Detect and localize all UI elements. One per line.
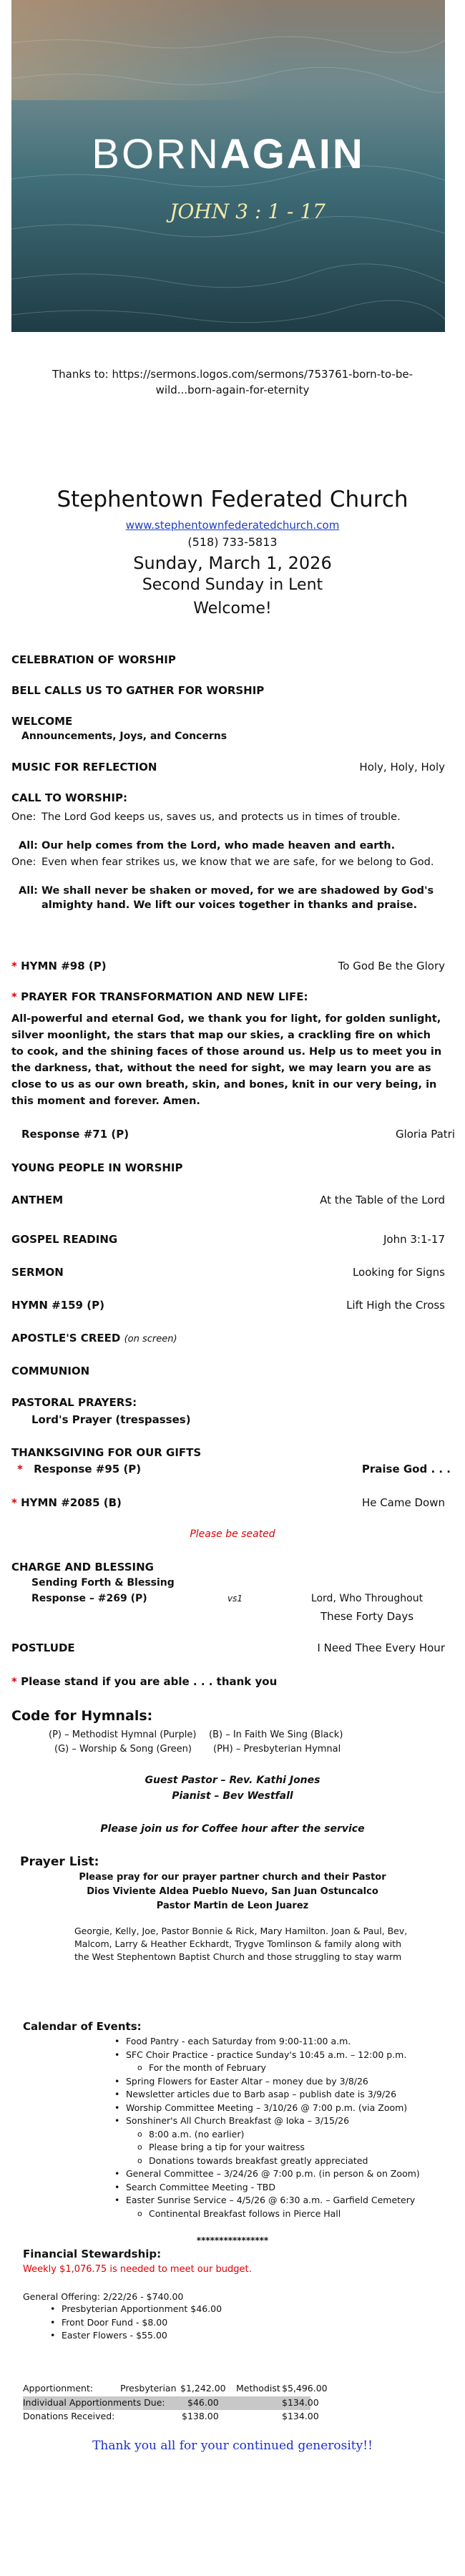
response-71: [11, 1127, 455, 1142]
response-269-title-1: Lord, Who Throughout: [310, 1593, 424, 1604]
thanksgiving-heading: THANKSGIVING FOR OUR GIFTS: [11, 1446, 202, 1459]
seated-note: Please be seated: [190, 1528, 275, 1540]
code-faith: (B) – In Faith We Sing (Black): [209, 1729, 343, 1740]
stand-note: [11, 1674, 445, 1689]
response-269: [11, 1591, 465, 1606]
image-credit: Thanks to: https://sermons.logos.com/sermons/753761-born-to-be-wild...born-again-for-eternity: [52, 368, 413, 396]
stand-asterisk: *: [11, 960, 17, 972]
verse-note: vs1: [227, 1594, 243, 1604]
apportionment-label: Apportionment:: [23, 2383, 94, 2394]
gospel-item: [11, 1232, 445, 1247]
hymn-2085: [11, 1496, 445, 1511]
church-website-link[interactable]: www.stephentownfederatedchurch.com: [125, 519, 340, 532]
call-line: [11, 884, 445, 912]
response-95: [11, 1462, 451, 1477]
postlude-label: POSTLUDE: [11, 1641, 75, 1654]
communion-item: COMMUNION: [11, 1365, 90, 1377]
stand-asterisk: *: [11, 990, 17, 1003]
call-speaker: One:: [11, 857, 36, 868]
offering-item: • Easter Flowers - $55.00: [62, 2329, 348, 2343]
young-people-heading: YOUNG PEOPLE IN WORSHIP: [11, 1161, 183, 1174]
stand-asterisk: *: [11, 1496, 17, 1509]
call-text: The Lord God keeps us, saves us, and protects us in times of trouble.: [41, 811, 401, 823]
church-phone: (518) 733-5813: [187, 535, 278, 549]
offering-item: • Front Door Fund - $8.00: [62, 2316, 348, 2330]
announcements-item: Announcements, Joys, and Concerns: [21, 731, 227, 742]
prayer-heading: [11, 990, 445, 1005]
call-line: [11, 839, 445, 853]
calendar-item: • General Committee – 3/24/26 @ 7:00 p.m. (in person & on Zoom): [126, 2167, 441, 2181]
code-presbyterian: (PH) – Presbyterian Hymnal: [213, 1744, 341, 1755]
call-speaker: All:: [19, 840, 38, 852]
response-95-label: Response #95 (P): [34, 1463, 142, 1475]
call-line: [11, 855, 445, 869]
calendar-item: o Continental Breakfast follows in Pierce Hall: [149, 2207, 441, 2221]
calendar-item: • Easter Sunrise Service – 4/5/26 @ 6:30 a.m. – Garfield Cemetery: [126, 2194, 441, 2207]
hymn-98-title: To God Be the Glory: [338, 960, 445, 972]
calendar-title: Calendar of Events:: [23, 2020, 142, 2033]
pastoral-heading: PASTORAL PRAYERS:: [11, 1396, 137, 1409]
finance-title: Financial Stewardship:: [23, 2248, 162, 2260]
hero-image: [11, 0, 445, 332]
celebration-heading: CELEBRATION OF WORSHIP: [11, 653, 176, 666]
presbyterian-total: $1,242.00: [180, 2383, 226, 2394]
individual-due-label: Individual Apportionments Due:: [23, 2397, 165, 2408]
prayer-text: All-powerful and eternal God, we thank you for light, for golden sunlight, silver moonlight, the stars that map our skies, a crackling fire on which to cook, and the shining faces of those around us. Help us to meet you in the darkness, that, without the need for sight, we may learn you are as close to us as our own breath, skin, and bones, knit in our very being, in this moment and forever. Amen.: [11, 1013, 442, 1107]
response-95-title: Praise God . . .: [361, 1463, 451, 1475]
sending-item: Sending Forth & Blessing: [31, 1577, 175, 1589]
anthem-label: ANTHEM: [11, 1194, 64, 1206]
music-item: [11, 760, 445, 775]
gospel-label: GOSPEL READING: [11, 1233, 118, 1246]
music-title: Holy, Holy, Holy: [359, 761, 445, 774]
call-line: [11, 810, 445, 824]
sermon-title: Looking for Signs: [352, 1266, 445, 1279]
donations-methodist: $134.00: [282, 2411, 319, 2421]
call-text: Our help comes from the Lord, who made heaven and earth.: [41, 840, 396, 852]
charge-heading: CHARGE AND BLESSING: [11, 1561, 154, 1574]
service-date: Sunday, March 1, 2026: [133, 553, 332, 573]
gospel-ref: John 3:1-17: [383, 1233, 445, 1246]
response-71-title: Gloria Patri: [395, 1128, 455, 1141]
hymn-2085-label: HYMN #2085 (B): [21, 1496, 122, 1509]
hymn-98-label: HYMN #98 (P): [21, 960, 107, 972]
bell-heading: BELL CALLS US TO GATHER FOR WORSHIP: [11, 684, 265, 697]
welcome-heading: Welcome!: [193, 600, 272, 618]
donations-label: Donations Received:: [23, 2411, 115, 2421]
offering-item: • Presbyterian Apportionment $46.00: [62, 2303, 348, 2316]
stand-note-text: Please stand if you are able . . . thank you: [21, 1675, 278, 1688]
response-269-title-2: These Forty Days: [320, 1610, 414, 1623]
donations-presbyterian: $138.00: [182, 2411, 219, 2421]
calendar-item: o Donations towards breakfast greatly appreciated: [149, 2155, 441, 2168]
stand-asterisk: *: [11, 1675, 17, 1688]
call-text: We shall never be shaken or moved, for we are shadowed by God's almighty hand. We lift our voices together in thanks and praise.: [41, 885, 434, 911]
calendar-item: • Newsletter articles due to Barb asap – publish date is 3/9/26: [126, 2088, 441, 2102]
liturgical-day: Second Sunday in Lent: [142, 576, 323, 594]
response-71-label: Response #71 (P): [21, 1128, 129, 1141]
thank-you-note: Thank you all for your continued generosity!!: [92, 2439, 373, 2453]
presbyterian-label: Presbyterian: [120, 2383, 177, 2394]
hymn-98: [11, 959, 445, 974]
hymnal-code-title: Code for Hymnals:: [11, 1708, 153, 1724]
calendar-item: • Worship Committee Meeting – 3/10/26 @ 7:00 p.m. (via Zoom): [126, 2102, 441, 2115]
prayer-partner-church: Dios Viviente Aldea Pueblo Nuevo, San Juan Ostuncalco: [87, 1886, 378, 1897]
lords-prayer: Lord's Prayer (trespasses): [31, 1413, 191, 1426]
apportionment-table: [23, 2383, 431, 2426]
calendar-list: [126, 2035, 441, 2220]
postlude-title: I Need Thee Every Hour: [317, 1641, 445, 1654]
sermon-label: SERMON: [11, 1266, 64, 1279]
individual-due-methodist: $134.00: [282, 2397, 319, 2408]
welcome-item: WELCOME: [11, 715, 73, 728]
methodist-total: $5,496.00: [282, 2383, 328, 2394]
call-speaker: One:: [11, 811, 36, 823]
hymn-159-label: HYMN #159 (P): [11, 1299, 104, 1312]
call-heading: CALL TO WORSHIP:: [11, 791, 127, 804]
calendar-item: o 8:00 a.m. (no earlier): [149, 2128, 441, 2142]
creed-item: [11, 1331, 445, 1347]
coffee-hour: Please join us for Coffee hour after the service: [100, 1823, 365, 1835]
sermon-item: [11, 1265, 445, 1280]
general-offering: General Offering: 2/22/26 - $740.00: [23, 2291, 184, 2302]
individual-due-presbyterian: $46.00: [187, 2397, 219, 2408]
postlude-item: [11, 1641, 445, 1656]
call-text: Even when fear strikes us, we know that we are safe, for we belong to God.: [41, 857, 434, 868]
calendar-item: • Spring Flowers for Easter Altar – money due by 3/8/26: [126, 2075, 441, 2089]
hymn-159: [11, 1298, 445, 1313]
hero-subtitle: JOHN 3 : 1 - 17: [170, 200, 326, 223]
prayer-heading-label: PRAYER FOR TRANSFORMATION AND NEW LIFE:: [21, 990, 308, 1003]
response-269-label: Response – #269 (P): [31, 1593, 147, 1604]
music-label: MUSIC FOR REFLECTION: [11, 761, 157, 774]
offering-items: [62, 2303, 348, 2343]
creed-label: APOSTLE'S CREED: [11, 1332, 121, 1345]
hero-title: BORNAGAIN: [92, 131, 365, 177]
call-speaker: All:: [19, 885, 38, 897]
methodist-label: Methodist: [236, 2383, 280, 2394]
calendar-item: • Search Committee Meeting - TBD: [126, 2181, 441, 2195]
calendar-item: • SFC Choir Practice - practice Sunday's 10:45 a.m. – 12:00 p.m.: [126, 2049, 441, 2062]
calendar-item: o For the month of February: [149, 2062, 441, 2075]
divider-stars: ****************: [196, 2235, 269, 2245]
prayer-partner-line: Please pray for our prayer partner church and their Pastor: [79, 1872, 386, 1883]
church-name: Stephentown Federated Church: [57, 487, 408, 512]
creed-note: (on screen): [124, 1334, 177, 1345]
pianist: Pianist – Bev Westfall: [172, 1790, 293, 1802]
calendar-item: o Please bring a tip for your waitress: [149, 2141, 441, 2155]
stand-asterisk: *: [17, 1463, 23, 1475]
anthem-item: [11, 1193, 445, 1208]
guest-pastor: Guest Pastor – Rev. Kathi Jones: [145, 1775, 320, 1786]
hymn-2085-title: He Came Down: [361, 1496, 445, 1509]
code-worship-song: (G) – Worship & Song (Green): [54, 1744, 192, 1755]
hymn-159-title: Lift High the Cross: [346, 1299, 445, 1312]
prayer-list-title: Prayer List:: [20, 1855, 99, 1869]
weekly-budget: Weekly $1,076.75 is needed to meet our budget.: [23, 2264, 252, 2275]
prayer-partner-pastor: Pastor Martin de Leon Juarez: [156, 1901, 309, 1911]
code-methodist: (P) – Methodist Hymnal (Purple): [49, 1729, 197, 1740]
calendar-item: • Sonshiner's All Church Breakfast @ Ioka – 3/15/26: [126, 2114, 441, 2128]
calendar-item: • Food Pantry - each Saturday from 9:00-11:00 a.m.: [126, 2035, 441, 2049]
prayer-names: Georgie, Kelly, Joe, Pastor Bonnie & Rick, Mary Hamilton. Joan & Paul, Bev, Malcom, Larry & Heather Eckhardt, Trygve Tomlinson & family along with the West Stephentown Baptist Church and those struggling to stay warm: [74, 1926, 408, 1962]
anthem-title: At the Table of the Lord: [320, 1194, 445, 1206]
